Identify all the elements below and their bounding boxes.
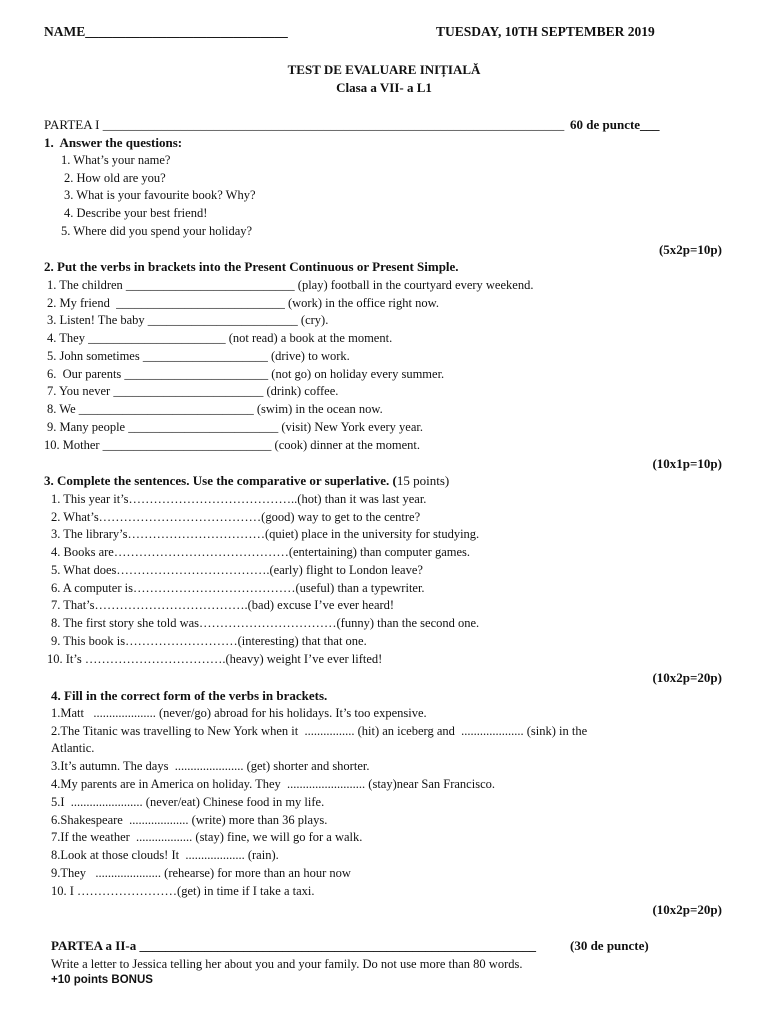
ex4-item: 1.Matt .................... (never/go) abroad for his holidays. It’s too expensive.: [51, 706, 427, 720]
part1-label: PARTEA I _______________________________________________________________________: [44, 117, 565, 132]
ex4-item: 6.Shakespeare ................... (write) more than 36 plays.: [51, 813, 328, 827]
part2-instruction: Write a letter to Jessica telling her about you and your family. Do not use more than 80 words.: [51, 957, 523, 971]
ex1-item: 3. What is your favourite book? Why?: [64, 188, 256, 202]
part1-points: 60 de puncte___: [570, 117, 660, 132]
ex3-item: 4. Books are……………………………………(entertaining) than computer games.: [51, 545, 471, 559]
ex4-item: 5.I ....................... (never/eat) Chinese food in my life.: [51, 795, 325, 809]
ex2-item: 9. Many people ________________________ (visit) New York every year.: [47, 420, 423, 434]
ex4-item: 2.The Titanic was travelling to New York when it ................ (hit) an iceberg and .................... (sink) in the: [51, 724, 588, 738]
part2-points: (30 de puncte): [570, 938, 649, 953]
ex4-item: 10. I ……………………(get) in time if I take a taxi.: [51, 884, 315, 898]
part2-label: PARTEA a II-a _____________________________________________________________: [51, 938, 537, 953]
ex3-item: 5. What does……………………………….(early) flight to London leave?: [51, 563, 423, 577]
ex3-item: 8. The first story she told was……………………………(funny) than the second one.: [51, 616, 480, 630]
ex3-item: 2. What’s…………………………………(good) way to get to the centre?: [51, 510, 421, 524]
ex2-score: (10x1p=10p): [652, 456, 722, 471]
ex2-item: 5. John sometimes ____________________ (drive) to work.: [47, 349, 350, 363]
ex4-heading: 4. Fill in the correct form of the verbs in brackets.: [51, 688, 328, 703]
ex4-score: (10x2p=20p): [652, 902, 722, 917]
ex2-item: 6. Our parents _______________________ (not go) on holiday every summer.: [47, 367, 445, 381]
ex1-item: 1. What’s your name?: [61, 153, 171, 167]
name-field: NAME______________________________: [44, 24, 288, 39]
ex2-item: 3. Listen! The baby ________________________ (cry).: [47, 313, 329, 327]
ex2-item: 4. They ______________________ (not read) a book at the moment.: [47, 331, 393, 345]
ex4-item: 4.My parents are in America on holiday. They ......................... (stay)near San Francisco.: [51, 777, 495, 791]
ex3-heading: [44, 473, 449, 489]
ex3-item: 6. A computer is…………………………………(useful) than a typewriter.: [51, 581, 425, 595]
page-subtitle: Clasa a VII- a L1: [336, 80, 432, 95]
ex4-item: 8.Look at those clouds! It ................... (rain).: [51, 848, 279, 862]
ex2-heading: 2. Put the verbs in brackets into the Present Continuous or Present Simple.: [44, 259, 459, 274]
ex1-item: 5. Where did you spend your holiday?: [61, 224, 253, 238]
ex2-item: 10. Mother ___________________________ (cook) dinner at the moment.: [44, 438, 420, 452]
ex3-item: 9. This book is………………………(interesting) that that one.: [51, 634, 367, 648]
test-date: TUESDAY, 10TH SEPTEMBER 2019: [436, 24, 655, 39]
ex1-item: 2. How old are you?: [64, 171, 166, 185]
ex3-item: 10. It’s …………………………….(heavy) weight I’ve ever lifted!: [47, 652, 383, 666]
ex3-heading-points: 15 points): [396, 473, 450, 488]
ex3-item: 7. That’s……………………………….(bad) excuse I’ve ever heard!: [51, 598, 395, 612]
bonus-note: +10 points BONUS: [51, 974, 153, 986]
ex3-item: 3. The library’s……………………………(quiet) place in the university for studying.: [51, 527, 480, 541]
ex4-item: 7.If the weather .................. (stay) fine, we will go for a walk.: [51, 830, 363, 844]
ex4-item-continued: Atlantic.: [51, 741, 95, 755]
ex3-score: (10x2p=20p): [652, 670, 722, 685]
ex2-item: 8. We ____________________________ (swim) in the ocean now.: [47, 402, 383, 416]
ex1-item: 4. Describe your best friend!: [64, 206, 208, 220]
ex2-item: 7. You never ________________________ (drink) coffee.: [47, 384, 339, 398]
ex1-heading: 1. Answer the questions:: [44, 135, 183, 150]
page-title: TEST DE EVALUARE INIȚIALĂ: [287, 62, 481, 77]
ex2-item: 2. My friend ___________________________ (work) in the office right now.: [47, 296, 439, 310]
ex3-item: 1. This year it’s…………………………………..(hot) than it was last year.: [51, 492, 427, 506]
ex4-item: 9.They ..................... (rehearse) for more than an hour now: [51, 866, 351, 880]
ex3-heading-main: 3. Complete the sentences. Use the comparative or superlative. (: [44, 473, 397, 488]
ex2-item: 1. The children ___________________________ (play) football in the courtyard every weekend.: [47, 278, 534, 292]
ex1-score: (5x2p=10p): [658, 242, 722, 257]
ex4-item: 3.It’s autumn. The days ...................... (get) shorter and shorter.: [51, 759, 370, 773]
